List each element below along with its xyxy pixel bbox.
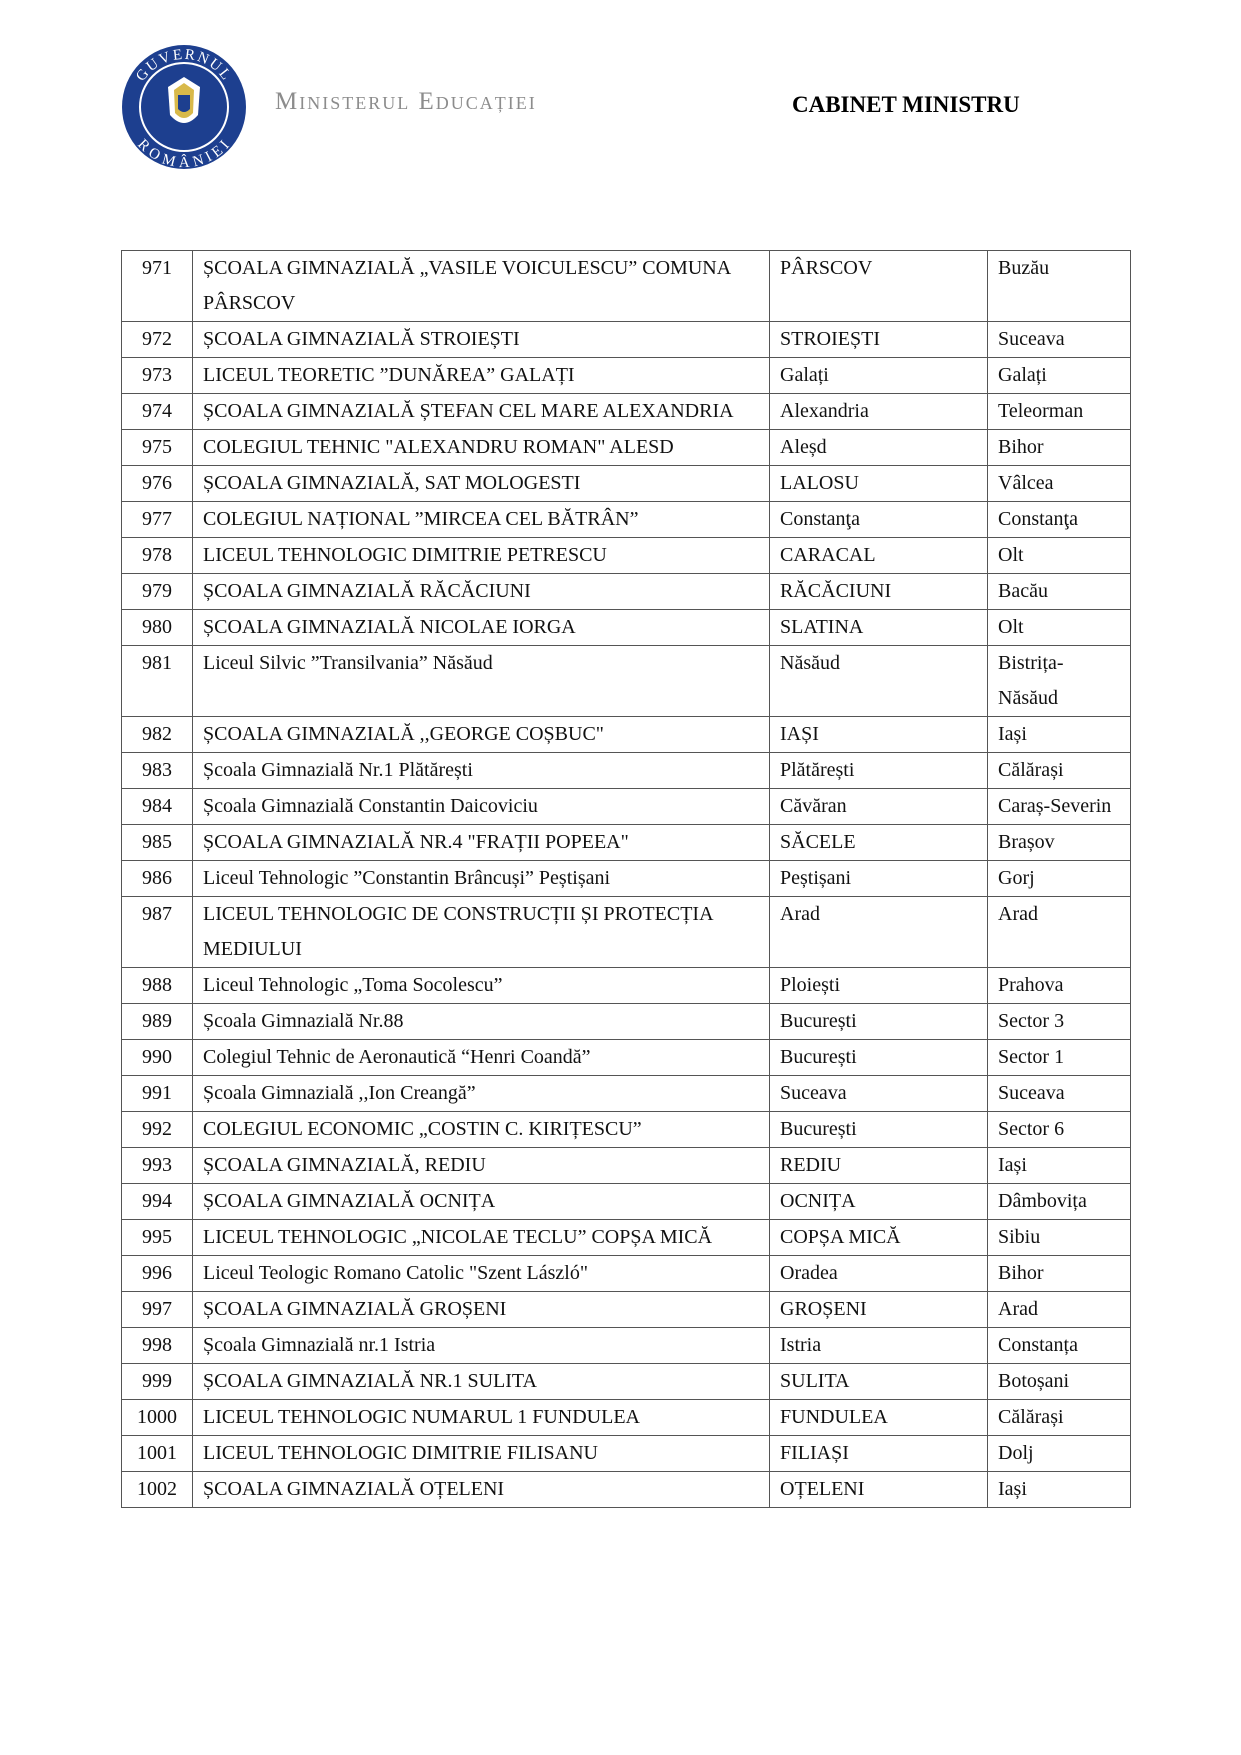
county: Sibiu: [988, 1220, 1131, 1256]
school-name: Școala Gimnazială Nr.1 Plătărești: [193, 753, 770, 789]
locality: GROȘENI: [770, 1292, 988, 1328]
county: Dâmbovița: [988, 1184, 1131, 1220]
row-number: 998: [122, 1328, 193, 1364]
table-row: [122, 1364, 1131, 1400]
row-number: 983: [122, 753, 193, 789]
locality: Aleșd: [770, 430, 988, 466]
school-name: LICEUL TEORETIC ”DUNĂREA” GALAȚI: [193, 358, 770, 394]
row-number: 971: [122, 251, 193, 322]
locality: București: [770, 1004, 988, 1040]
row-number: 977: [122, 502, 193, 538]
county: Călărași: [988, 1400, 1131, 1436]
table-row: [122, 1184, 1131, 1220]
locality: OCNIȚA: [770, 1184, 988, 1220]
county: Bihor: [988, 430, 1131, 466]
row-number: 978: [122, 538, 193, 574]
county: Buzău: [988, 251, 1131, 322]
table-row: [122, 466, 1131, 502]
row-number: 982: [122, 717, 193, 753]
row-number: 989: [122, 1004, 193, 1040]
school-name: ȘCOALA GIMNAZIALĂ OȚELENI: [193, 1472, 770, 1508]
page-header: [0, 0, 1241, 220]
row-number: 990: [122, 1040, 193, 1076]
table-row: [122, 861, 1131, 897]
row-number: 999: [122, 1364, 193, 1400]
row-number: 985: [122, 825, 193, 861]
county: Iași: [988, 1148, 1131, 1184]
school-name: LICEUL TEHNOLOGIC DE CONSTRUCȚII ȘI PROTECȚIA MEDIULUI: [193, 897, 770, 968]
table-row: [122, 1112, 1131, 1148]
row-number: 993: [122, 1148, 193, 1184]
county: Iași: [988, 1472, 1131, 1508]
school-name: ȘCOALA GIMNAZIALĂ „VASILE VOICULESCU” COMUNA PÂRSCOV: [193, 251, 770, 322]
locality: Istria: [770, 1328, 988, 1364]
county: Bacău: [988, 574, 1131, 610]
school-name: Școala Gimnazială Nr.88: [193, 1004, 770, 1040]
locality: Ploiești: [770, 968, 988, 1004]
row-number: 997: [122, 1292, 193, 1328]
school-name: Școala Gimnazială nr.1 Istria: [193, 1328, 770, 1364]
school-name: COLEGIUL ECONOMIC „COSTIN C. KIRIȚESCU”: [193, 1112, 770, 1148]
school-name: LICEUL TEHNOLOGIC NUMARUL 1 FUNDULEA: [193, 1400, 770, 1436]
school-name: Școala Gimnazială Constantin Daicoviciu: [193, 789, 770, 825]
table-row: [122, 1076, 1131, 1112]
row-number: 979: [122, 574, 193, 610]
locality: București: [770, 1112, 988, 1148]
table-row: [122, 1292, 1131, 1328]
row-number: 972: [122, 322, 193, 358]
cabinet-title: CABINET MINISTRU: [792, 92, 1020, 117]
table-row: [122, 394, 1131, 430]
schools-table: [121, 250, 1131, 1508]
table-row: [122, 717, 1131, 753]
row-number: 984: [122, 789, 193, 825]
county: Dolj: [988, 1436, 1131, 1472]
school-name: ȘCOALA GIMNAZIALĂ ȘTEFAN CEL MARE ALEXANDRIA: [193, 394, 770, 430]
table-row: [122, 753, 1131, 789]
ministry-name: Ministerul Educației: [275, 88, 537, 115]
table-row: [122, 897, 1131, 968]
county: Călărași: [988, 753, 1131, 789]
locality: STROIEȘTI: [770, 322, 988, 358]
school-name: ȘCOALA GIMNAZIALĂ GROȘENI: [193, 1292, 770, 1328]
school-name: Liceul Tehnologic ”Constantin Brâncuși” Peștișani: [193, 861, 770, 897]
county: Sector 6: [988, 1112, 1131, 1148]
table-row: [122, 646, 1131, 717]
table-row: [122, 574, 1131, 610]
locality: SLATINA: [770, 610, 988, 646]
row-number: 974: [122, 394, 193, 430]
county: Caraș-Severin: [988, 789, 1131, 825]
school-name: ȘCOALA GIMNAZIALĂ RĂCĂCIUNI: [193, 574, 770, 610]
locality: Căvăran: [770, 789, 988, 825]
row-number: 1000: [122, 1400, 193, 1436]
table-row: [122, 1220, 1131, 1256]
locality: Arad: [770, 897, 988, 968]
locality: SĂCELE: [770, 825, 988, 861]
row-number: 996: [122, 1256, 193, 1292]
locality: RĂCĂCIUNI: [770, 574, 988, 610]
row-number: 994: [122, 1184, 193, 1220]
row-number: 986: [122, 861, 193, 897]
table-row: [122, 825, 1131, 861]
seal-text-top: GUVERNUL: [133, 46, 235, 85]
row-number: 981: [122, 646, 193, 717]
school-name: Liceul Tehnologic „Toma Socolescu”: [193, 968, 770, 1004]
locality: Suceava: [770, 1076, 988, 1112]
school-name: ȘCOALA GIMNAZIALĂ ,,GEORGE COȘBUC": [193, 717, 770, 753]
school-name: Colegiul Tehnic de Aeronautică “Henri Coandă”: [193, 1040, 770, 1076]
row-number: 987: [122, 897, 193, 968]
government-seal-icon: [120, 43, 248, 171]
locality: CARACAL: [770, 538, 988, 574]
county: Constanța: [988, 1328, 1131, 1364]
row-number: 995: [122, 1220, 193, 1256]
row-number: 980: [122, 610, 193, 646]
locality: IAȘI: [770, 717, 988, 753]
locality: București: [770, 1040, 988, 1076]
table-row: [122, 1472, 1131, 1508]
county: Botoșani: [988, 1364, 1131, 1400]
county: Bistrița-Năsăud: [988, 646, 1131, 717]
county: Brașov: [988, 825, 1131, 861]
locality: PÂRSCOV: [770, 251, 988, 322]
county: Bihor: [988, 1256, 1131, 1292]
school-name: ȘCOALA GIMNAZIALĂ OCNIȚA: [193, 1184, 770, 1220]
table-row: [122, 1040, 1131, 1076]
table-row: [122, 358, 1131, 394]
school-name: ȘCOALA GIMNAZIALĂ NR.1 SULITA: [193, 1364, 770, 1400]
county: Arad: [988, 897, 1131, 968]
locality: REDIU: [770, 1148, 988, 1184]
locality: FILIAȘI: [770, 1436, 988, 1472]
county: Olt: [988, 610, 1131, 646]
table-row: [122, 968, 1131, 1004]
locality: Alexandria: [770, 394, 988, 430]
county: Arad: [988, 1292, 1131, 1328]
county: Iași: [988, 717, 1131, 753]
county: Suceava: [988, 1076, 1131, 1112]
county: Teleorman: [988, 394, 1131, 430]
table-row: [122, 538, 1131, 574]
locality: Peștișani: [770, 861, 988, 897]
county: Vâlcea: [988, 466, 1131, 502]
table-row: [122, 1436, 1131, 1472]
school-name: ȘCOALA GIMNAZIALĂ NR.4 "FRAȚII POPEEA": [193, 825, 770, 861]
school-name: Școala Gimnazială ,,Ion Creangă”: [193, 1076, 770, 1112]
locality: SULITA: [770, 1364, 988, 1400]
row-number: 1002: [122, 1472, 193, 1508]
locality: Năsăud: [770, 646, 988, 717]
row-number: 975: [122, 430, 193, 466]
table-row: [122, 610, 1131, 646]
row-number: 992: [122, 1112, 193, 1148]
locality: LALOSU: [770, 466, 988, 502]
school-name: LICEUL TEHNOLOGIC „NICOLAE TECLU” COPȘA MICĂ: [193, 1220, 770, 1256]
school-name: ȘCOALA GIMNAZIALĂ, SAT MOLOGESTI: [193, 466, 770, 502]
seal-text-bottom: ROMÂNIEI: [134, 136, 234, 171]
school-name: ȘCOALA GIMNAZIALĂ NICOLAE IORGA: [193, 610, 770, 646]
table-row: [122, 322, 1131, 358]
county: Sector 3: [988, 1004, 1131, 1040]
school-name: LICEUL TEHNOLOGIC DIMITRIE FILISANU: [193, 1436, 770, 1472]
table-row: [122, 1256, 1131, 1292]
locality: Oradea: [770, 1256, 988, 1292]
table-row: [122, 1400, 1131, 1436]
school-name: Liceul Teologic Romano Catolic "Szent László": [193, 1256, 770, 1292]
school-name: Liceul Silvic ”Transilvania” Năsăud: [193, 646, 770, 717]
row-number: 991: [122, 1076, 193, 1112]
county: Sector 1: [988, 1040, 1131, 1076]
school-name: COLEGIUL TEHNIC "ALEXANDRU ROMAN" ALESD: [193, 430, 770, 466]
school-name: ȘCOALA GIMNAZIALĂ, REDIU: [193, 1148, 770, 1184]
row-number: 973: [122, 358, 193, 394]
locality: COPȘA MICĂ: [770, 1220, 988, 1256]
county: Olt: [988, 538, 1131, 574]
county: Constanţa: [988, 502, 1131, 538]
locality: Galați: [770, 358, 988, 394]
table-row: [122, 1328, 1131, 1364]
table-row: [122, 1004, 1131, 1040]
school-name: LICEUL TEHNOLOGIC DIMITRIE PETRESCU: [193, 538, 770, 574]
table-row: [122, 502, 1131, 538]
locality: Constanţa: [770, 502, 988, 538]
locality: Plătărești: [770, 753, 988, 789]
table-row: [122, 430, 1131, 466]
county: Prahova: [988, 968, 1131, 1004]
locality: OȚELENI: [770, 1472, 988, 1508]
county: Suceava: [988, 322, 1131, 358]
county: Gorj: [988, 861, 1131, 897]
school-name: COLEGIUL NAȚIONAL ”MIRCEA CEL BĂTRÂN”: [193, 502, 770, 538]
locality: FUNDULEA: [770, 1400, 988, 1436]
table-row: [122, 251, 1131, 322]
row-number: 1001: [122, 1436, 193, 1472]
school-name: ȘCOALA GIMNAZIALĂ STROIEȘTI: [193, 322, 770, 358]
row-number: 976: [122, 466, 193, 502]
table-row: [122, 789, 1131, 825]
table-row: [122, 1148, 1131, 1184]
row-number: 988: [122, 968, 193, 1004]
county: Galați: [988, 358, 1131, 394]
